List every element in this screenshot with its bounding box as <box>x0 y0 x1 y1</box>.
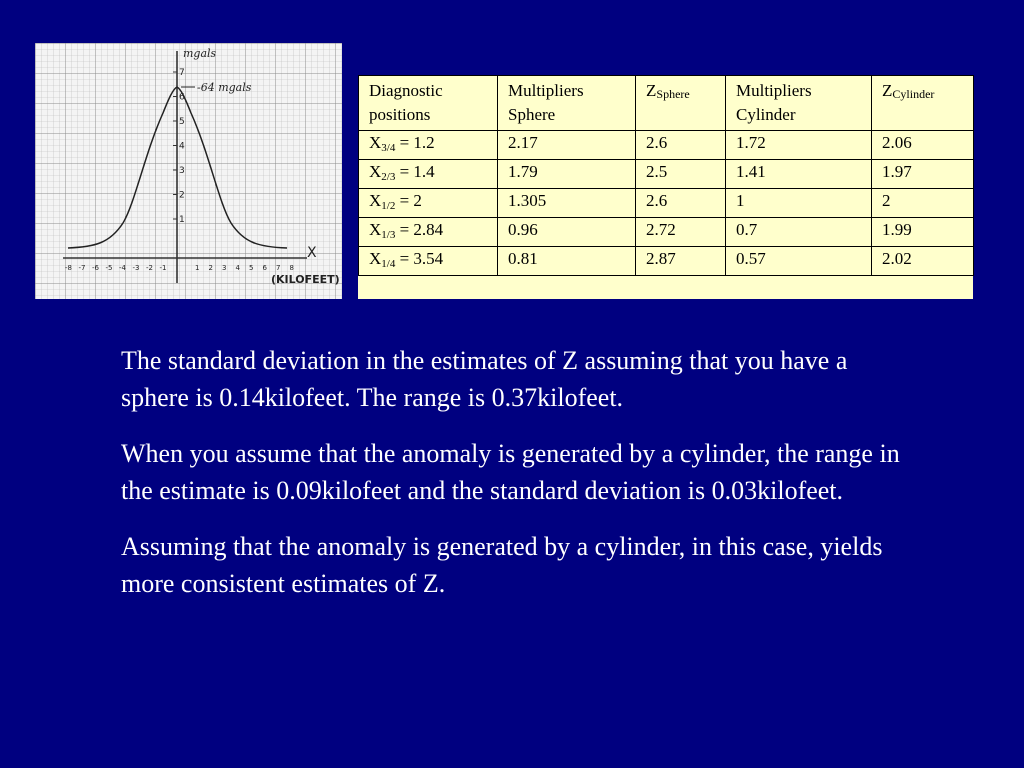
header-multipliers-sphere: Multipliers Sphere <box>498 76 636 131</box>
x-tick-label: 1 <box>195 264 200 272</box>
x-tick-label: 3 <box>222 264 227 272</box>
x-tick-label: 8 <box>289 264 294 272</box>
multiplier-sphere-cell: 0.96 <box>498 218 636 247</box>
x-tick-label: -6 <box>92 264 99 272</box>
x-tick-label: -4 <box>119 264 126 272</box>
x-tick-label: -7 <box>78 264 86 272</box>
table-row <box>359 189 974 218</box>
y-tick-label: 6 <box>179 92 185 103</box>
z-cylinder-cell: 1.97 <box>872 160 974 189</box>
position-cell: $X_{3/4} = 1.2$ <box>359 131 498 160</box>
x-tick-label: -2 <box>146 264 153 272</box>
header-z-cylinder: ZCylinder <box>872 76 974 131</box>
z-sphere-cell: 2.6 <box>636 131 726 160</box>
gravity-anomaly-figure <box>35 43 342 299</box>
diagnostic-table <box>358 75 974 276</box>
z-cylinder-cell: 2.02 <box>872 247 974 276</box>
y-tick-label: 2 <box>179 190 185 201</box>
multiplier-cylinder-cell: 0.57 <box>726 247 872 276</box>
multiplier-cylinder-cell: 1 <box>726 189 872 218</box>
y-tick-label: 3 <box>179 166 185 176</box>
table-row <box>359 218 974 247</box>
x-tick-label: 2 <box>208 264 213 272</box>
x-tick-label: -8 <box>65 264 72 272</box>
multiplier-cylinder-cell: 0.7 <box>726 218 872 247</box>
body-text <box>121 342 921 621</box>
diagnostic-table-panel <box>358 75 973 299</box>
paragraph-cylinder-stats: When you assume that the anomaly is generated by a cylinder, the range in the estimate is 0.09kilofeet and the standard deviation is 0.03kilofeet. <box>121 439 900 505</box>
y-tick-label: 7 <box>179 68 185 78</box>
multiplier-sphere-cell: 2.17 <box>498 131 636 160</box>
x-tick-label: -1 <box>159 264 167 272</box>
z-sphere-cell: 2.6 <box>636 189 726 218</box>
x-tick-label: -5 <box>105 264 113 272</box>
z-cylinder-cell: 2 <box>872 189 974 218</box>
y-tick-label: 4 <box>179 141 185 152</box>
multiplier-cylinder-cell: 1.72 <box>726 131 872 160</box>
z-sphere-cell: 2.72 <box>636 218 726 247</box>
position-cell: $X_{1/3} = 2.84$ <box>359 218 498 247</box>
position-cell: $X_{1/4} = 3.54$ <box>359 247 498 276</box>
table-header-row <box>359 76 974 131</box>
position-cell: $X_{1/2} = 2$ <box>359 189 498 218</box>
x-tick-label: -3 <box>132 264 140 272</box>
multiplier-sphere-cell: 1.305 <box>498 189 636 218</box>
z-cylinder-cell: 1.99 <box>872 218 974 247</box>
table-row <box>359 131 974 160</box>
header-diagnostic-positions: Diagnostic positions <box>359 76 498 131</box>
z-cylinder-cell: 2.06 <box>872 131 974 160</box>
peak-annotation: -64 mgals <box>197 81 252 94</box>
multiplier-sphere-cell: 1.79 <box>498 160 636 189</box>
y-tick-label: 5 <box>179 117 185 127</box>
x-tick-label: 6 <box>262 264 267 272</box>
anomaly-plot <box>35 43 342 299</box>
y-axis-label: mgals <box>183 47 217 60</box>
y-tick-label: 1 <box>179 215 185 225</box>
x-tick-label: 5 <box>249 264 254 272</box>
paragraph-conclusion: Assuming that the anomaly is generated by a cylinder, in this case, yields more consistent estimates of Z. <box>121 532 883 598</box>
multiplier-sphere-cell: 0.81 <box>498 247 636 276</box>
z-sphere-cell: 2.87 <box>636 247 726 276</box>
table-row <box>359 160 974 189</box>
header-z-sphere: ZSphere <box>636 76 726 131</box>
x-axis-units: (KILOFEET) <box>271 273 340 286</box>
z-sphere-cell: 2.5 <box>636 160 726 189</box>
x-tick-label: 4 <box>235 264 240 272</box>
position-cell: $X_{2/3} = 1.4$ <box>359 160 498 189</box>
header-multipliers-cylinder: Multipliers Cylinder <box>726 76 872 131</box>
table-row <box>359 247 974 276</box>
paragraph-sphere-stats: The standard deviation in the estimates of Z assuming that you have a sphere is 0.14kilofeet. The range is 0.37kilofeet. <box>121 346 848 412</box>
x-tick-label: 7 <box>276 264 281 272</box>
x-axis-label: X <box>307 245 317 261</box>
multiplier-cylinder-cell: 1.41 <box>726 160 872 189</box>
